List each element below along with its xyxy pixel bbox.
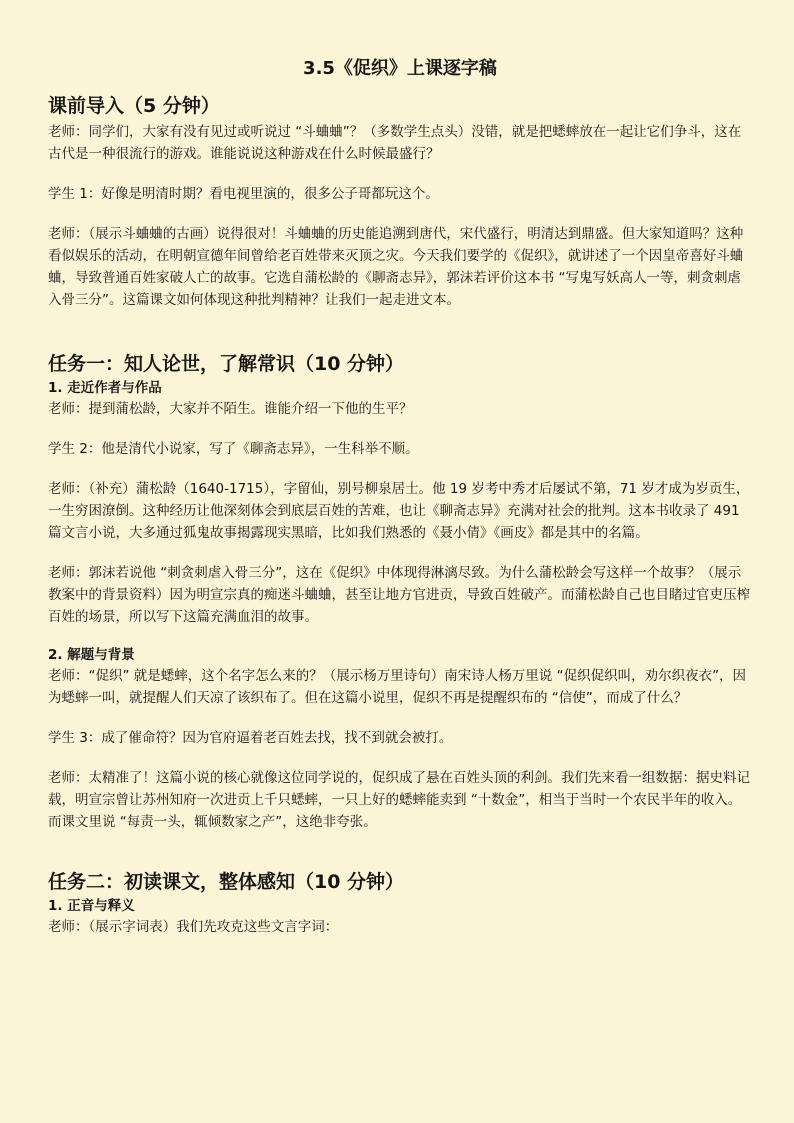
subsection-background	[48, 646, 752, 833]
section-task-two	[48, 869, 752, 938]
paragraph: 老师：同学们，大家有没有见过或听说过 “斗蛐蛐”？（多数学生点头）没错，就是把蟋蟀放在一起让它们争斗，这在古代是一种很流行的游戏。谁能说说这种游戏在什么时候最盛行？	[48, 124, 742, 162]
paragraph: 学生 1：好像是明清时期？看电视里演的，很多公子哥都玩这个。	[48, 186, 439, 202]
paragraph: 老师：（展示字词表）我们先攻克这些文言字词：	[48, 919, 339, 935]
paragraph: 老师：太精准了！这篇小说的核心就像这位同学说的，促织成了悬在百姓头顶的利剑。我们先来看一组数据：据史料记载，明宣宗曾让苏州知府一次进贡上千只蟋蟀，一只上好的蟋蟀能卖到 “十数金”，相当于当时一个农民半年的收入。而课文里说 “每责一头，辄倾数家之产”，这绝非夸张。	[48, 770, 750, 830]
section-heading: 任务二：初读课文，整体感知（10 分钟）	[48, 871, 405, 893]
section-heading: 课前导入（5 分钟）	[48, 95, 220, 117]
subsection-heading: 2. 解题与背景	[48, 647, 135, 663]
section-task-one	[48, 351, 752, 833]
paragraph: 老师：（展示斗蛐蛐的古画）说得很对！斗蛐蛐的历史能追溯到唐代，宋代盛行，明清达到鼎盛。但大家知道吗？这种看似娱乐的活动，在明朝宣德年间曾给老百姓带来灭顶之灾。今天我们要学的《促织》，就讲述了一个因皇帝喜好斗蛐蛐，导致普通百姓家破人亡的故事。它选自蒲松龄的《聊斋志异》，郭沫若评价这本书 “写鬼写妖高人一等，刺贪刺虐入骨三分”。这篇课文如何体现这种批判精神？让我们一起走进文本。	[48, 226, 744, 308]
paragraph: 学生 2：他是清代小说家，写了《聊斋志异》，一生科举不顺。	[48, 441, 419, 457]
section-heading: 任务一：知人论世，了解常识（10 分钟）	[48, 353, 405, 375]
subsection-heading: 1. 正音与释义	[48, 898, 135, 914]
paragraph: 老师：“促织” 就是蟋蟀，这个名字怎么来的？（展示杨万里诗句）南宋诗人杨万里说 “促织促织叫，劝尔织夜衣”，因为蟋蟀一叫，就提醒人们天凉了该织布了。但在这篇小说里，促织不再是提醒织布的 “信使”，而成了什么？	[48, 668, 747, 706]
subsection-heading: 1. 走近作者与作品	[48, 380, 162, 396]
paragraph: 学生 3：成了催命符？因为官府逼着老百姓去找，找不到就会被打。	[48, 730, 453, 746]
paragraph: 老师：（补充）蒲松龄（1640-1715），字留仙，别号柳泉居士。他 19 岁考中秀才后屡试不第，71 岁才成为岁贡生，一生穷困潦倒。这种经历让他深刻体会到底层百姓的苦难，也让《聊斋志异》充满对社会的批判。这本书收录了 491 篇文言小说，大多通过狐鬼故事揭露现实黑暗，比如我们熟悉的《聂小倩》《画皮》都是其中的名篇。	[48, 481, 750, 541]
paragraph: 老师：郭沫若说他 “刺贪刺虐入骨三分”，这在《促织》中体现得淋漓尽致。为什么蒲松龄会写这样一个故事？（展示教案中的背景资料）因为明宣宗真的痴迷斗蛐蛐，甚至让地方官进贡，导致百姓破产。而蒲松龄自己也目睹过官吏压榨百姓的场景，所以写下这篇充满血泪的故事。	[48, 565, 750, 625]
page-title: 3.5《促织》上课逐字稿	[303, 58, 497, 79]
subsection-pronunciation	[48, 897, 752, 938]
paragraph: 老师：提到蒲松龄，大家并不陌生。谁能介绍一下他的生平？	[48, 401, 413, 417]
section-intro	[48, 93, 752, 311]
subsection-author	[48, 379, 752, 628]
